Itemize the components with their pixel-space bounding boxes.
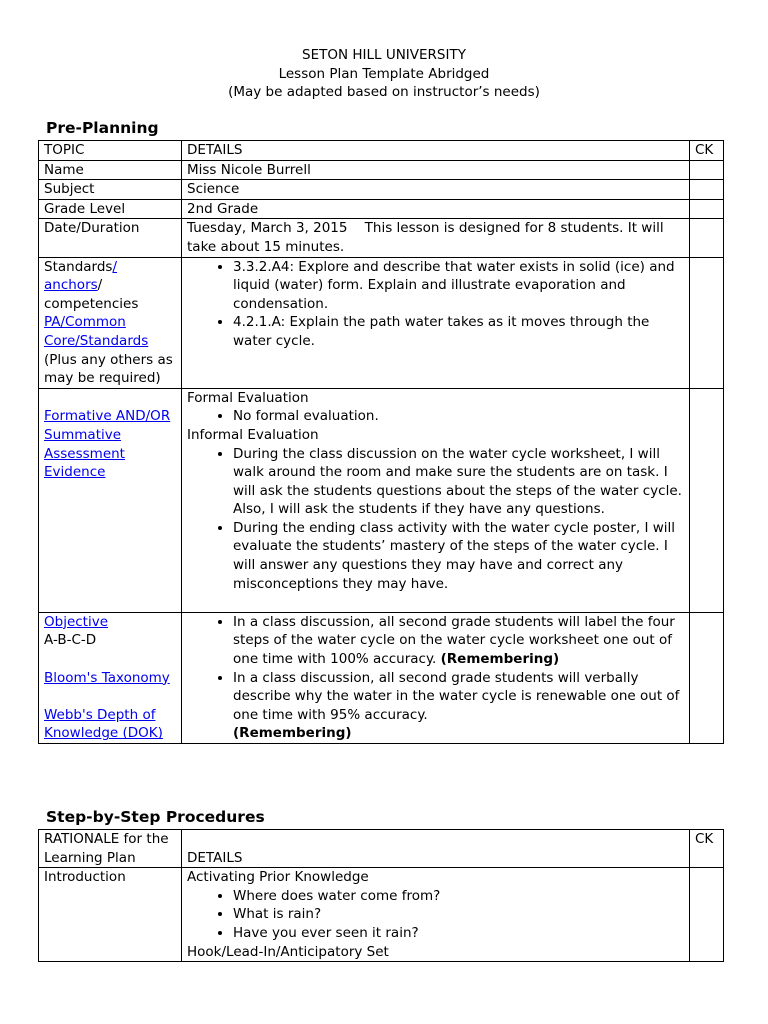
competencies-label-text: / competencies [44, 277, 139, 312]
ck-cell [690, 219, 724, 257]
spacer [44, 687, 176, 706]
template-note: (May be adapted based on instructor’s needs) [228, 84, 540, 100]
objective-label [39, 612, 182, 743]
table-row [39, 160, 724, 180]
webbs-dok-link[interactable]: Webb's Depth of Knowledge (DOK) [44, 706, 163, 742]
table-row [39, 612, 724, 743]
table-row [39, 199, 724, 219]
abcd-label: A-B-C-D [44, 632, 97, 649]
ck-cell [690, 257, 724, 388]
subject-value: Science [182, 180, 690, 200]
list-item [233, 669, 684, 743]
subject-label: Subject [39, 180, 182, 200]
spacer [44, 650, 176, 669]
ck-cell [690, 180, 724, 200]
objective-link[interactable]: Objective [44, 613, 109, 630]
hook-lead-in: Hook/Lead-In/Anticipatory Set [187, 943, 389, 960]
list-item: • What is rain? [233, 905, 684, 924]
table-row [39, 257, 724, 388]
standards-note: (Plus any others as may be required) [44, 351, 173, 387]
objective-details [182, 612, 690, 743]
date-label: Date/Duration [39, 219, 182, 257]
table-row [39, 219, 724, 257]
template-title: Lesson Plan Template Abridged [278, 65, 490, 82]
introduction-details [182, 868, 690, 962]
table-header-row [39, 830, 724, 868]
objective-1-text: In a class discussion, all second grade students will label the four steps of the water cycle on the water cycle worksheet one out of one time with 100% accuracy. [233, 613, 675, 668]
list-item: • No formal evaluation. [233, 407, 684, 426]
objective-list [187, 613, 684, 743]
activating-prior-knowledge: Activating Prior Knowledge [187, 869, 369, 886]
ck-cell [690, 160, 724, 180]
ck-header: CK [690, 141, 724, 161]
standards-details [182, 257, 690, 388]
standards-label [39, 257, 182, 388]
standards-list [187, 258, 684, 351]
introduction-label: Introduction [39, 868, 182, 962]
table-row [39, 388, 724, 612]
list-item: • 4.2.1.A: Explain the path water takes as it moves through the water cycle. [233, 313, 684, 350]
formal-list [187, 407, 684, 426]
assessment-link[interactable]: Formative AND/OR Summative Assessment Evidence [44, 408, 171, 481]
informal-list [187, 445, 684, 594]
list-item: • 3.3.2.A4: Explore and describe that water exists in solid (ice) and liquid (water) form. Explain and illustrate evaporation and condensation. [233, 258, 684, 314]
prior-knowledge-list [187, 887, 684, 943]
list-item: • During the class discussion on the water cycle worksheet, I will walk around the room and make sure the students are on task. I will ask the students questions about the steps of the water cycle. Also, I will ask the students if they have any questions. [233, 445, 684, 519]
name-value: Miss Nicole Burrell [182, 160, 690, 180]
preplanning-title: Pre-Planning [46, 119, 159, 137]
list-item [233, 613, 684, 669]
blooms-taxonomy-link[interactable]: Bloom's Taxonomy [44, 669, 170, 686]
date-value: Tuesday, March 3, 2015 This lesson is designed for 8 students. It will take about 15 minutes. [182, 219, 690, 257]
details-header: DETAILS [182, 830, 690, 868]
ck-cell [690, 868, 724, 962]
assessment-label [39, 388, 182, 612]
details-header: DETAILS [182, 141, 690, 161]
spacer [187, 593, 684, 612]
grade-label: Grade Level [39, 199, 182, 219]
table-row [39, 180, 724, 200]
name-label: Name [39, 160, 182, 180]
objective-1-level: (Remembering) [440, 651, 560, 668]
objective-2-level: (Remembering) [233, 725, 352, 742]
objective-2-text: In a class discussion, all second grade students will verbally describe why the water in the water cycle is renewable one out of one time with 95% accuracy. [233, 669, 680, 723]
procedures-title: Step-by-Step Procedures [46, 808, 265, 826]
ck-cell [690, 612, 724, 743]
table-header-row [39, 141, 724, 161]
assessment-details [182, 388, 690, 612]
document-header [0, 46, 768, 102]
common-core-link[interactable]: PA/Common Core/Standards [44, 314, 149, 349]
formal-evaluation-title: Formal Evaluation [187, 389, 309, 406]
list-item: • Have you ever seen it rain? [233, 924, 684, 943]
table-row [39, 868, 724, 962]
university-name: SETON HILL UNIVERSITY [302, 47, 466, 63]
procedures-table [38, 829, 724, 962]
anchors-link[interactable]: / anchors [44, 258, 118, 294]
ck-cell [690, 199, 724, 219]
grade-value: 2nd Grade [182, 199, 690, 219]
spacer [44, 389, 176, 408]
rationale-header: RATIONALE for the Learning Plan [39, 830, 182, 868]
informal-evaluation-title: Informal Evaluation [187, 426, 319, 443]
ck-cell [690, 388, 724, 612]
standards-label-text: Standards [44, 258, 113, 275]
topic-header: TOPIC [39, 141, 182, 161]
preplanning-table [38, 140, 724, 744]
ck-header: CK [690, 830, 724, 868]
list-item: • Where does water come from? [233, 887, 684, 906]
list-item: • During the ending class activity with the water cycle poster, I will evaluate the students’ mastery of the steps of the water cycle. I will answer any questions they may have and correct any misconceptions they may have. [233, 519, 684, 593]
